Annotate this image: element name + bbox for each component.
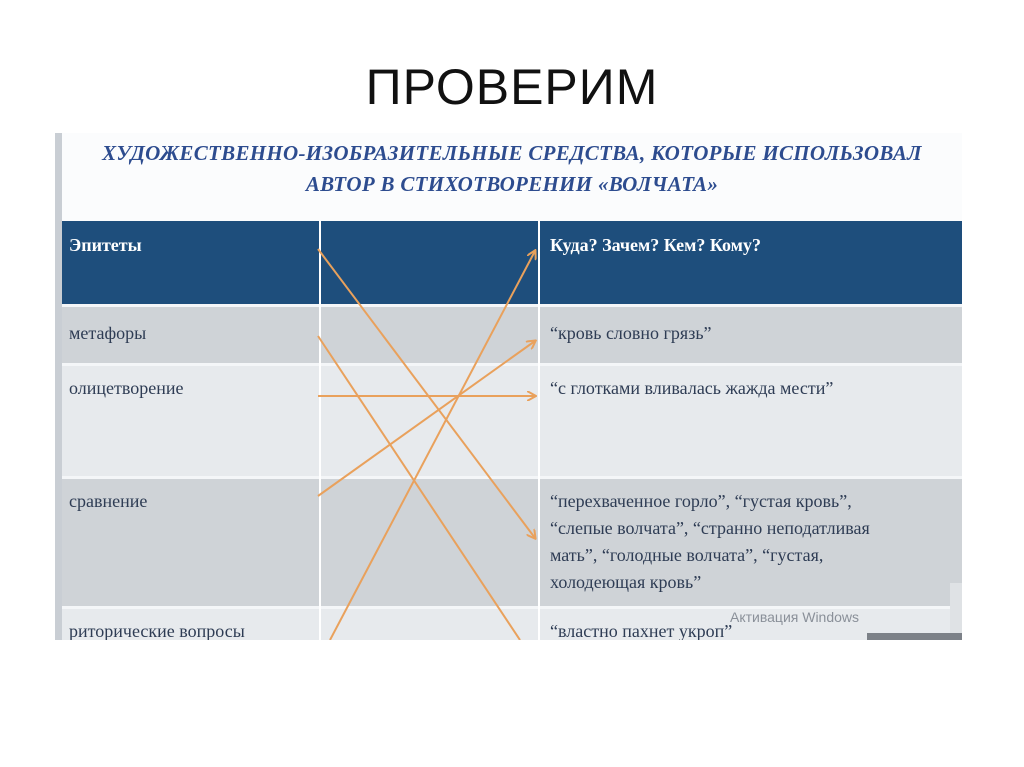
- arrow-line: [318, 336, 520, 640]
- term-comparison: сравнение: [69, 491, 148, 511]
- example-comparison-line-3: мать”, “голодные волчата”, “густая,: [550, 545, 824, 565]
- arrow-line: [330, 251, 535, 640]
- example-personification: “с глотками вливалась жажда мести”: [550, 378, 834, 398]
- example-rhetorical-questions: “властно пахнет укроп”: [550, 621, 733, 640]
- example-comparison-line-1: “перехваченное горло”, “густая кровь”,: [550, 491, 852, 511]
- example-comparison-line-2: “слепые волчата”, “странно неподатливая: [550, 518, 870, 538]
- example-metaphors: “кровь словно грязь”: [550, 323, 712, 343]
- windows-activation-watermark: Активация Windows: [730, 609, 860, 625]
- header-right-cell: Куда? Зачем? Кем? Кому?: [550, 235, 761, 255]
- heading-line-1: ХУДОЖЕСТВЕННО-ИЗОБРАЗИТЕЛЬНЫЕ СРЕДСТВА, КОТОРЫЕ ИСПОЛЬЗОВАЛ: [102, 141, 922, 165]
- heading-line-2: АВТОР В СТИХОТВОРЕНИИ «ВОЛЧАТА»: [305, 172, 719, 196]
- arrow-line: [318, 341, 535, 496]
- term-metaphors: метафоры: [69, 323, 147, 343]
- term-rhetorical-questions: риторические вопросы: [69, 621, 245, 640]
- example-comparison-line-4: холодеющая кровь”: [550, 572, 702, 592]
- matching-arrows: [55, 133, 962, 640]
- header-left-cell: Эпитеты: [69, 235, 142, 255]
- arrow-line: [318, 249, 535, 538]
- table-image: [55, 133, 962, 640]
- term-personification: олицетворение: [69, 378, 184, 398]
- slide-title: ПРОВЕРИМ: [365, 59, 659, 115]
